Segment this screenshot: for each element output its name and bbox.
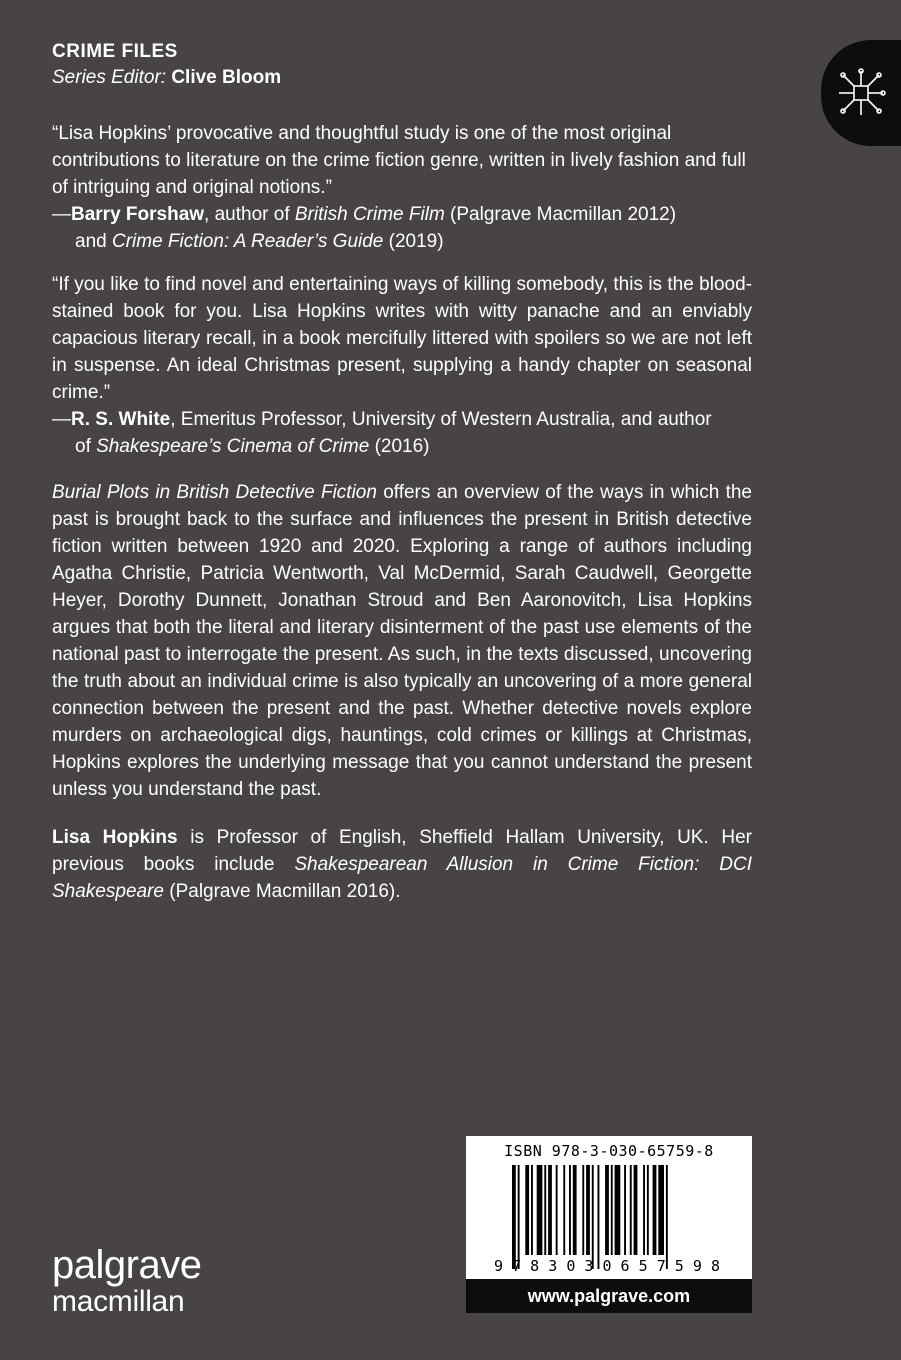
em-dash: — <box>52 409 71 430</box>
back-cover-text <box>52 120 752 905</box>
publisher-url: www.palgrave.com <box>466 1279 752 1313</box>
barcode-bar <box>630 1165 632 1255</box>
barcode-bar <box>586 1165 590 1255</box>
bio-text: is Professor of English, Sheffield Hallam University, UK. Her previous books include <box>52 827 753 875</box>
em-dash: — <box>52 204 71 225</box>
attribution-text: (2019) <box>383 231 444 252</box>
barcode-bar <box>512 1165 516 1269</box>
publisher-sub: macmillan <box>52 1285 185 1318</box>
attribution-text: (Palgrave Macmillan 2012) <box>444 204 677 225</box>
book-title: British Crime Film <box>294 204 445 225</box>
book-title: Crime Fiction: A Reader’s Guide <box>111 231 384 252</box>
barcode-digit: 3 <box>584 1257 594 1275</box>
quote-forshaw-author: Barry Forshaw <box>71 204 205 225</box>
bio-author-name: Lisa Hopkins <box>52 827 178 848</box>
barcode-bar <box>624 1165 626 1255</box>
bio-book-title: Shakespearean Allusion in Crime Fiction: DCI Shakespeare <box>52 854 752 902</box>
book-title: Shakespeare’s Cinema of Crime <box>96 436 370 457</box>
barcode-digit: 0 <box>566 1257 576 1275</box>
barcode-bar <box>615 1165 621 1255</box>
series-editor-label: Series Editor: <box>52 67 167 88</box>
barcode-bar <box>531 1165 533 1255</box>
series-editor-name: Clive Bloom <box>171 67 282 88</box>
barcode-bar <box>548 1165 552 1255</box>
barcode-bar <box>605 1165 609 1255</box>
barcode-bar <box>544 1165 546 1255</box>
barcode-bar <box>525 1165 529 1255</box>
palgrave-star-icon <box>835 67 887 119</box>
barcode-bar <box>537 1165 543 1255</box>
barcode-digit: 9 <box>494 1257 504 1275</box>
barcode-bar <box>563 1165 565 1255</box>
attribution-line2 <box>52 433 752 460</box>
barcode-bar <box>653 1165 657 1255</box>
author-bio <box>52 824 752 905</box>
barcode-digit: 7 <box>656 1257 666 1275</box>
barcode-bar <box>598 1165 600 1269</box>
barcode-bar <box>658 1165 664 1255</box>
quote-white-author: R. S. White <box>71 409 171 430</box>
quote-forshaw-attribution <box>52 201 752 255</box>
blurb-text: offers an overview of the ways in which the past is brought back to the surface and influences the present in British detective fiction written between 1920 and 2020. Exploring a range of authors including Agatha Christie, Patricia Wentworth, Val McDermid, Sarah Caudwell, Georgette Heyer, Dorothy Dunnett, Jonathan Stroud and Ben Aaronovitch, Lisa Hopkins argues that both the literal and literary disinterment of the past use elements of the national past to interrogate the present. As such, in the texts discussed, uncovering the truth about an individual crime is also typically an uncovering of a more general connection between the present and the past. Whether detective novels explore murders on archaeological digs, hauntings, cold crimes or killings at Christmas, Hopkins explores the underlying message that you cannot understand the present unless you understand the past. <box>52 482 752 800</box>
barcode-bar <box>569 1165 571 1255</box>
quote-white-attribution <box>52 406 752 460</box>
publisher-logo-tab <box>821 40 901 146</box>
publisher-name: palgrave <box>52 1243 202 1287</box>
series-header <box>52 39 281 91</box>
barcode-bar <box>611 1165 613 1255</box>
attribution-text: and <box>75 231 112 252</box>
barcode-digit: 9 <box>692 1257 702 1275</box>
isbn-barcode <box>466 1136 752 1279</box>
barcode-digits <box>494 1257 720 1275</box>
series-title: CRIME FILES <box>52 41 178 62</box>
barcode-bar <box>643 1165 645 1255</box>
blurb-book-title: Burial Plots in British Detective Fiction <box>52 482 377 503</box>
series-editor <box>52 65 281 91</box>
barcode-digit: 8 <box>710 1257 720 1275</box>
quote-forshaw: “Lisa Hopkins’ provocative and thoughtful study is one of the most original contributions to literature on the crime fiction genre, written in lively fashion and full of intriguing and original notions.” <box>52 123 746 198</box>
barcode-bar <box>556 1165 558 1255</box>
barcode-bar <box>573 1165 577 1255</box>
barcode-digit: 0 <box>602 1257 612 1275</box>
barcode-digit: 7 <box>512 1257 522 1275</box>
barcode-digit: 3 <box>548 1257 558 1275</box>
attribution-text: (2016) <box>369 436 430 457</box>
barcode-bar <box>647 1165 649 1255</box>
book-blurb <box>52 479 752 803</box>
barcode-bar <box>666 1165 668 1269</box>
attribution-text: , author of <box>204 204 295 225</box>
palgrave-macmillan-logo <box>52 1245 201 1317</box>
isbn-label: ISBN 978-3-030-65759-8 <box>504 1142 714 1160</box>
barcode-bar <box>518 1165 520 1269</box>
barcode-digit: 8 <box>530 1257 540 1275</box>
attribution-line2 <box>52 228 752 255</box>
attribution-text: of <box>75 436 97 457</box>
barcode-digit: 5 <box>638 1257 648 1275</box>
barcode-bar <box>592 1165 594 1269</box>
barcode-digit: 5 <box>674 1257 684 1275</box>
barcode-bar <box>634 1165 638 1255</box>
quote-white: “If you like to find novel and entertaining ways of killing somebody, this is the blood-stained book for you. Lisa Hopkins writes with witty panache and an enviably capacious literary recall, in a book mercifully littered with spoilers so we are not left in suspense. An ideal Christmas present, supplying a handy chapter on seasonal crime.” <box>52 274 752 403</box>
barcode-bar <box>582 1165 584 1255</box>
bio-text: (Palgrave Macmillan 2016). <box>163 881 401 902</box>
attribution-text: , Emeritus Professor, University of Western Australia, and author <box>170 409 712 430</box>
barcode-digit: 6 <box>620 1257 630 1275</box>
